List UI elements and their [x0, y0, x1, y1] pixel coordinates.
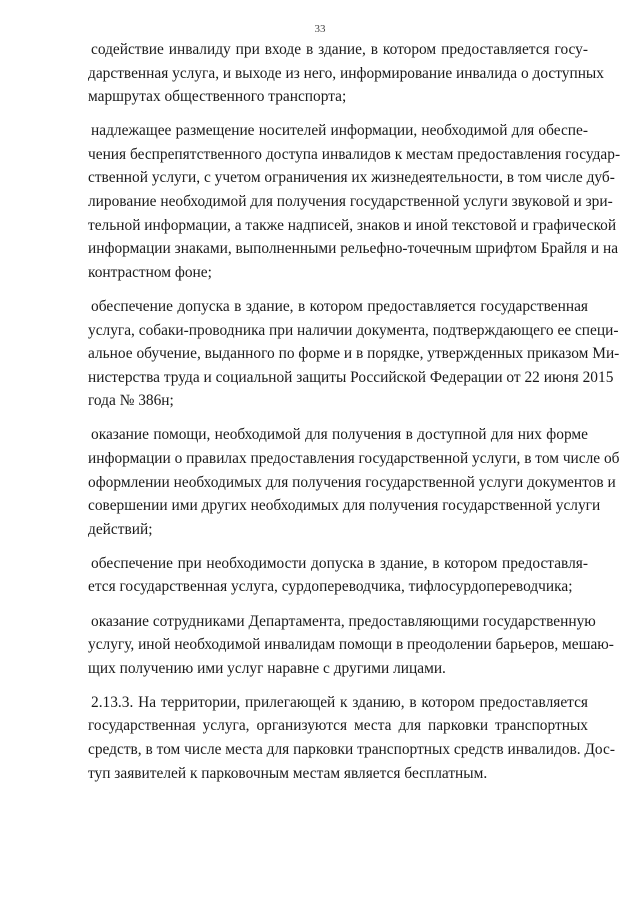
text-line: услугу, иной необходимой инвалидам помощи в преодолении барьеров, мешаю- [88, 636, 614, 654]
text-line: контрастном фоне; [88, 263, 212, 281]
text-line: оформлении необходимых для получения государственной услуги документов и [88, 473, 616, 491]
text-line: чения беспрепятственного доступа инвалидов к местам предоставления государ- [88, 145, 621, 163]
text-line: туп заявителей к парковочным местам является бесплатным. [88, 764, 488, 782]
text-line: альное обучение, выданного по форме и в порядке, утвержденных приказом Ми- [88, 345, 620, 363]
paragraph [88, 119, 621, 284]
text-line: года № 386н; [88, 392, 174, 410]
paragraph [88, 38, 604, 109]
page-number: 33 [314, 23, 326, 35]
document-body [88, 38, 621, 796]
text-line: ственной услуги, с учетом ограничения их жизнедеятельности, в том числе дуб- [88, 169, 615, 187]
paragraph [88, 610, 614, 681]
text-line: лирование необходимой для получения государственной услуги звуковой и зри- [88, 193, 613, 211]
text-line: щих получению ими услуг наравне с другими лицами. [88, 659, 446, 677]
text-line: тельной информации, а также надписей, знаков и иной текстовой и графической [88, 216, 617, 234]
text-line: содействие инвалиду при входе в здание, в котором предоставляется госу- [91, 41, 588, 58]
text-line: обеспечение при необходимости допуска в здание, в котором предоставля- [91, 554, 588, 572]
text-line: обеспечение допуска в здание, в котором предоставляется государственная [91, 297, 588, 315]
text-line: совершении ими других необходимых для получения государственной услуги [88, 497, 601, 515]
text-line: услуга, собаки-проводника при наличии документа, подтверждающего ее специ- [88, 321, 619, 339]
text-line: маршрутах общественного транспорта; [88, 88, 347, 106]
text-line: оказание помощи, необходимой для получения в доступной для них форме [91, 426, 588, 444]
text-line: нистерства труда и социальной защиты Российской Федерации от 22 июня 2015 [88, 368, 614, 386]
paragraph [88, 423, 620, 541]
text-line: ется государственная услуга, сурдопереводчика, тифлосурдопереводчика; [88, 578, 573, 596]
paragraph [88, 691, 615, 785]
text-line: дарственная услуга, и выходе из него, информирование инвалида о доступных [88, 64, 604, 82]
text-line: оказание сотрудниками Департамента, предоставляющими государственную [91, 612, 596, 630]
text-line: действий; [88, 520, 153, 538]
text-line: 2.13.3. На территории, прилегающей к зданию, в котором предоставляется [91, 693, 588, 711]
paragraph [88, 552, 588, 599]
text-line: информации о правилах предоставления государственной услуги, в том числе об [88, 450, 620, 467]
text-line: информации знаками, выполненными рельефно-точечным шрифтом Брайля и на [88, 240, 619, 258]
paragraph [88, 295, 620, 413]
text-line: надлежащее размещение носителей информации, необходимой для обеспе- [91, 122, 588, 140]
text-line: государственная услуга, организуются места для парковки транспортных [88, 717, 588, 735]
text-line: средств, в том числе места для парковки транспортных средств инвалидов. Дос- [88, 741, 615, 759]
